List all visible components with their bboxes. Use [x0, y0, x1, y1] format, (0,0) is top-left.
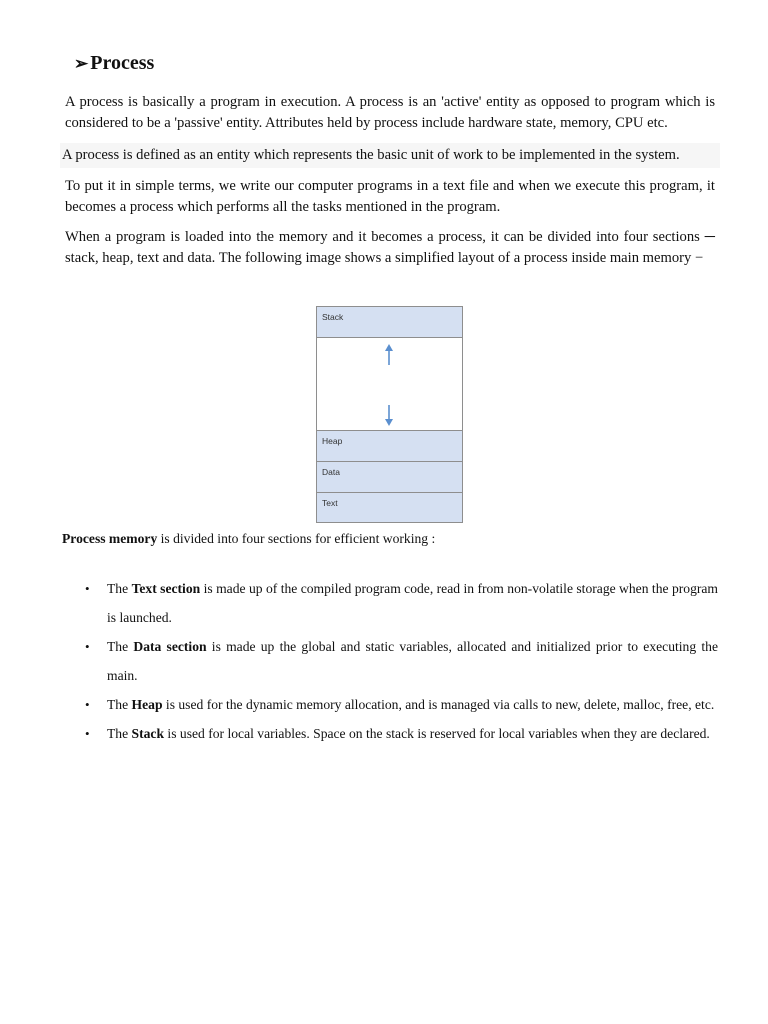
bullet-prefix: The [107, 697, 132, 712]
bullet-term: Stack [131, 726, 165, 741]
bullet-term: Data section [133, 639, 207, 654]
bullet-term: Heap [131, 697, 163, 712]
bullet-text: is made up the global and static variables, allocated and initialized prior to executing the main. [107, 639, 718, 683]
bullet-text: is used for the dynamic memory allocation, and is managed via calls to new, delete, malloc, free, etc. [162, 697, 715, 712]
bullet-term: Text section [131, 581, 201, 596]
heap-label: Heap [322, 436, 343, 446]
paragraph-definition: A process is basically a program in execution. A process is an 'active' entity as opposed to program which is considered to be a 'passive' entity. Attributes held by process include hardware state, memory, CPU etc. [65, 94, 715, 131]
paragraph-entity: A process is defined as an entity which represents the basic unit of work to be implemented in the system. [60, 143, 720, 168]
data-segment [317, 462, 462, 493]
paragraph-sections: When a program is loaded into the memory and it becomes a process, it can be divided into four sections ─ stack, heap, text and data. The following image shows a simplified layout of a process inside main memory − [65, 229, 715, 266]
free-space-segment [317, 338, 462, 431]
intro-rest: is divided into four sections for efficient working : [157, 531, 436, 546]
heading-title: Process [90, 52, 155, 74]
list-item [85, 574, 718, 632]
stack-segment [317, 307, 462, 338]
process-memory-intro [62, 529, 435, 549]
paragraph-simple-terms: To put it in simple terms, we write our computer programs in a text file and when we execute this program, it becomes a process which performs all the tasks mentioned in the program. [65, 178, 715, 215]
bullet-text: is made up of the compiled program code, read in from non-volatile storage when the program is launched. [107, 581, 718, 625]
text-label: Text [322, 498, 338, 508]
arrow-bullet-icon: ➢ [74, 53, 89, 73]
bullet-text: is used for local variables. Space on the stack is reserved for local variables when they are declared. [164, 726, 710, 741]
section-heading [74, 52, 154, 75]
bullet-prefix: The [107, 639, 134, 654]
intro-bold: Process memory [62, 531, 158, 546]
arrow-up-icon [383, 344, 395, 366]
bullet-dot-icon: • [85, 697, 90, 712]
list-item [85, 719, 718, 748]
bullet-dot-icon: • [85, 726, 90, 741]
arrow-down-icon [383, 404, 395, 426]
data-label: Data [322, 467, 340, 477]
memory-sections-list [85, 574, 718, 748]
bullet-dot-icon: • [85, 581, 90, 596]
stack-label: Stack [322, 312, 344, 322]
list-item [85, 690, 718, 719]
bullet-prefix: The [107, 726, 132, 741]
list-item [85, 632, 718, 690]
bullet-prefix: The [107, 581, 132, 596]
text-segment [317, 493, 462, 522]
bullet-dot-icon: • [85, 639, 90, 654]
heap-segment [317, 431, 462, 462]
process-memory-diagram [316, 306, 463, 523]
